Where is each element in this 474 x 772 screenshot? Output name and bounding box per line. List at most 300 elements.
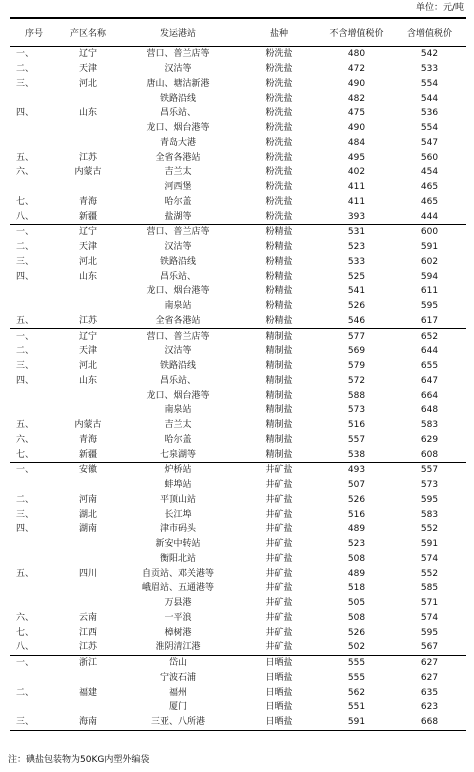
cell-region: 天津 bbox=[78, 242, 97, 253]
header-seq: 序号 bbox=[10, 18, 58, 47]
cell-price-in-vat: 465 bbox=[420, 182, 439, 193]
cell-region bbox=[58, 91, 118, 106]
cell-price-in-vat: 444 bbox=[420, 211, 439, 222]
table-row bbox=[10, 700, 466, 715]
cell-price-in-vat: 574 bbox=[420, 553, 439, 564]
cell-price-ex-vat: 495 bbox=[347, 152, 366, 163]
cell-salt-type: 日晒盐 bbox=[265, 702, 293, 713]
table-row bbox=[10, 209, 466, 224]
cell-price-in-vat: 608 bbox=[420, 449, 439, 460]
cell-price-ex-vat: 572 bbox=[347, 375, 366, 386]
cell-price-ex-vat: 551 bbox=[347, 702, 366, 713]
cell-salt-type: 粉洗盐 bbox=[265, 78, 293, 89]
cell-salt-type: 粉洗盐 bbox=[265, 211, 293, 222]
table-row bbox=[10, 611, 466, 626]
cell-salt-type: 精制盐 bbox=[265, 390, 293, 401]
cell-price-ex-vat: 493 bbox=[320, 463, 393, 478]
cell-seq bbox=[10, 284, 58, 299]
cell-price-ex-vat: 526 bbox=[347, 494, 366, 505]
cell-price-ex-vat: 502 bbox=[347, 642, 366, 653]
cell-region: 浙江 bbox=[58, 655, 118, 670]
cell-seq: 三、 bbox=[16, 361, 35, 372]
table-body bbox=[10, 47, 466, 731]
cell-price-ex-vat: 579 bbox=[347, 361, 366, 372]
cell-price-in-vat: 573 bbox=[420, 480, 439, 491]
cell-price-in-vat: 544 bbox=[420, 93, 439, 104]
cell-salt-type: 日晒盐 bbox=[238, 655, 320, 670]
cell-port: 宁波石浦 bbox=[159, 672, 196, 683]
cell-salt-type: 粉精盐 bbox=[238, 225, 320, 240]
cell-salt-type: 精制盐 bbox=[265, 449, 293, 460]
cell-price-ex-vat: 393 bbox=[347, 211, 366, 222]
cell-seq: 六、 bbox=[16, 612, 35, 623]
cell-seq bbox=[10, 478, 58, 493]
cell-seq bbox=[10, 552, 58, 567]
cell-seq: 六、 bbox=[16, 167, 35, 178]
cell-seq bbox=[10, 91, 58, 106]
table-row bbox=[10, 314, 466, 329]
table-row bbox=[10, 403, 466, 418]
cell-region: 湖南 bbox=[78, 524, 97, 535]
cell-price-in-vat: 571 bbox=[420, 598, 439, 609]
cell-salt-type: 精制盐 bbox=[265, 346, 293, 357]
cell-region: 新疆 bbox=[78, 211, 97, 222]
cell-price-in-vat: 554 bbox=[420, 78, 439, 89]
table-row bbox=[10, 344, 466, 359]
cell-salt-type: 井矿盐 bbox=[265, 583, 293, 594]
cell-port: 铁路沿线 bbox=[159, 93, 196, 104]
cell-price-ex-vat: 525 bbox=[347, 271, 366, 282]
cell-seq: 四、 bbox=[16, 271, 35, 282]
cell-seq: 三、 bbox=[10, 715, 58, 730]
cell-port: 南泉站 bbox=[164, 405, 192, 416]
cell-region: 新疆 bbox=[78, 449, 97, 460]
cell-region bbox=[58, 403, 118, 418]
cell-price-in-vat: 591 bbox=[420, 242, 439, 253]
cell-price-ex-vat: 508 bbox=[347, 553, 366, 564]
cell-salt-type: 粉精盐 bbox=[265, 301, 293, 312]
cell-region bbox=[58, 537, 118, 552]
cell-price-ex-vat: 505 bbox=[347, 598, 366, 609]
table-row bbox=[10, 136, 466, 151]
cell-price-in-vat: 602 bbox=[420, 256, 439, 267]
cell-region: 江西 bbox=[78, 627, 97, 638]
cell-port: 淮阴清江港 bbox=[155, 642, 201, 653]
cell-price-in-vat: 557 bbox=[393, 463, 466, 478]
table-row bbox=[10, 284, 466, 299]
cell-region: 河北 bbox=[78, 78, 97, 89]
cell-price-in-vat: 583 bbox=[420, 420, 439, 431]
cell-salt-type: 井矿盐 bbox=[265, 627, 293, 638]
cell-port: 衡阳北站 bbox=[159, 553, 196, 564]
cell-port: 全省各港站 bbox=[155, 315, 201, 326]
cell-price-in-vat: 547 bbox=[420, 137, 439, 148]
cell-seq: 四、 bbox=[16, 524, 35, 535]
cell-port: 龙口、烟台港等 bbox=[146, 123, 210, 134]
cell-port: 汉沽等 bbox=[164, 346, 192, 357]
cell-port: 汉沽等 bbox=[164, 64, 192, 75]
cell-price-in-vat: 560 bbox=[420, 152, 439, 163]
cell-region: 天津 bbox=[78, 346, 97, 357]
cell-port: 哈尔盖 bbox=[164, 196, 192, 207]
cell-price-ex-vat: 591 bbox=[320, 715, 393, 730]
table-row bbox=[10, 671, 466, 686]
table-row bbox=[10, 180, 466, 195]
cell-salt-type: 粉洗盐 bbox=[265, 64, 293, 75]
cell-port: 炉桥站 bbox=[118, 463, 238, 478]
cell-price-ex-vat: 557 bbox=[347, 434, 366, 445]
cell-region bbox=[58, 581, 118, 596]
cell-region: 四川 bbox=[78, 568, 97, 579]
table-row bbox=[10, 685, 466, 700]
cell-price-in-vat: 585 bbox=[420, 583, 439, 594]
cell-region: 山东 bbox=[78, 108, 97, 119]
table-row bbox=[10, 655, 466, 670]
cell-salt-type: 粉精盐 bbox=[265, 286, 293, 297]
cell-port: 吉兰太 bbox=[164, 167, 192, 178]
unit-label: 单位：元/吨 bbox=[415, 3, 464, 13]
cell-seq bbox=[10, 700, 58, 715]
cell-salt-type: 井矿盐 bbox=[265, 612, 293, 623]
cell-price-ex-vat: 411 bbox=[347, 196, 366, 207]
cell-seq: 二、 bbox=[16, 64, 35, 75]
cell-price-ex-vat: 538 bbox=[347, 449, 366, 460]
footnote: 注：碘盐包装物为50KG内塑外编袋 bbox=[8, 755, 150, 765]
cell-price-in-vat: 591 bbox=[420, 539, 439, 550]
cell-port: 樟树港 bbox=[164, 627, 192, 638]
cell-port: 岱山 bbox=[118, 655, 238, 670]
cell-price-in-vat: 629 bbox=[420, 434, 439, 445]
cell-seq: 二、 bbox=[16, 242, 35, 253]
cell-seq bbox=[10, 180, 58, 195]
cell-salt-type: 精制盐 bbox=[265, 375, 293, 386]
cell-region: 内蒙古 bbox=[74, 420, 102, 431]
cell-salt-type: 粉洗盐 bbox=[265, 123, 293, 134]
cell-price-in-vat: 648 bbox=[420, 405, 439, 416]
cell-price-ex-vat: 411 bbox=[347, 182, 366, 193]
cell-price-ex-vat: 533 bbox=[347, 256, 366, 267]
cell-price-ex-vat: 562 bbox=[347, 687, 366, 698]
table-row bbox=[10, 581, 466, 596]
salt-price-table bbox=[10, 17, 466, 731]
cell-port: 峨眉站、五通港等 bbox=[141, 583, 214, 594]
cell-salt-type: 日晒盐 bbox=[265, 672, 293, 683]
table-row bbox=[10, 388, 466, 403]
cell-port: 昌乐站、 bbox=[159, 271, 196, 282]
table-row bbox=[10, 552, 466, 567]
cell-seq: 二、 bbox=[16, 346, 35, 357]
table-row bbox=[10, 537, 466, 552]
cell-salt-type: 井矿盐 bbox=[238, 463, 320, 478]
cell-region bbox=[58, 121, 118, 136]
cell-region: 河北 bbox=[78, 256, 97, 267]
cell-region: 山东 bbox=[78, 271, 97, 282]
cell-seq: 五、 bbox=[16, 568, 35, 579]
table-row bbox=[10, 269, 466, 284]
cell-price-ex-vat: 531 bbox=[320, 225, 393, 240]
cell-region: 海南 bbox=[58, 715, 118, 730]
cell-price-in-vat: 567 bbox=[420, 642, 439, 653]
cell-price-in-vat: 644 bbox=[420, 346, 439, 357]
cell-region: 湖北 bbox=[78, 509, 97, 520]
cell-price-in-vat: 668 bbox=[393, 715, 466, 730]
cell-price-ex-vat: 489 bbox=[347, 568, 366, 579]
cell-price-ex-vat: 588 bbox=[347, 390, 366, 401]
cell-price-in-vat: 627 bbox=[420, 672, 439, 683]
cell-port: 盐湖等 bbox=[164, 211, 192, 222]
cell-seq: 四、 bbox=[16, 375, 35, 386]
cell-price-ex-vat: 555 bbox=[347, 672, 366, 683]
cell-price-ex-vat: 480 bbox=[347, 49, 366, 60]
cell-seq bbox=[10, 403, 58, 418]
cell-seq: 四、 bbox=[16, 108, 35, 119]
cell-seq: 一、 bbox=[10, 463, 58, 478]
cell-price-ex-vat: 482 bbox=[347, 93, 366, 104]
table-row bbox=[10, 255, 466, 270]
cell-salt-type: 精制盐 bbox=[265, 420, 293, 431]
cell-port: 七泉湖等 bbox=[159, 449, 196, 460]
cell-seq: 八、 bbox=[16, 211, 35, 222]
table-row bbox=[10, 329, 466, 344]
table-row bbox=[10, 640, 466, 655]
cell-price-ex-vat: 555 bbox=[320, 655, 393, 670]
cell-seq: 五、 bbox=[16, 420, 35, 431]
cell-price-in-vat: 542 bbox=[420, 49, 439, 60]
cell-port: 三亚、八所港 bbox=[118, 715, 238, 730]
cell-price-in-vat: 611 bbox=[420, 286, 439, 297]
cell-region bbox=[58, 671, 118, 686]
cell-port: 津市码头 bbox=[159, 524, 196, 535]
cell-salt-type: 粉洗盐 bbox=[265, 49, 293, 60]
table-row bbox=[10, 463, 466, 478]
cell-port: 长江埠 bbox=[164, 509, 192, 520]
cell-port: 营口、普兰店等 bbox=[118, 329, 238, 344]
cell-seq bbox=[10, 136, 58, 151]
cell-salt-type: 精制盐 bbox=[238, 329, 320, 344]
cell-price-in-vat: 595 bbox=[420, 494, 439, 505]
cell-salt-type: 粉精盐 bbox=[265, 271, 293, 282]
cell-price-in-vat: 595 bbox=[420, 301, 439, 312]
cell-price-ex-vat: 507 bbox=[347, 480, 366, 491]
header-salt-type: 盐种 bbox=[238, 18, 320, 47]
cell-price-ex-vat: 516 bbox=[347, 420, 366, 431]
cell-price-ex-vat: 508 bbox=[347, 612, 366, 623]
table-row bbox=[10, 493, 466, 508]
cell-salt-type: 精制盐 bbox=[265, 361, 293, 372]
cell-region: 江苏 bbox=[78, 642, 97, 653]
table-row bbox=[10, 299, 466, 314]
cell-salt-type: 粉精盐 bbox=[265, 256, 293, 267]
cell-price-ex-vat: 523 bbox=[347, 539, 366, 550]
table-row bbox=[10, 625, 466, 640]
cell-price-in-vat: 595 bbox=[420, 627, 439, 638]
cell-port: 唐山、塘沽新港 bbox=[146, 78, 210, 89]
table-row bbox=[10, 478, 466, 493]
table-header-row bbox=[10, 18, 466, 47]
cell-port: 一平浪 bbox=[164, 612, 192, 623]
cell-seq: 八、 bbox=[16, 642, 35, 653]
cell-salt-type: 粉洗盐 bbox=[265, 93, 293, 104]
cell-price-ex-vat: 489 bbox=[347, 524, 366, 535]
cell-region: 福建 bbox=[78, 687, 97, 698]
cell-salt-type: 井矿盐 bbox=[265, 539, 293, 550]
cell-salt-type: 粉洗盐 bbox=[265, 108, 293, 119]
cell-region: 辽宁 bbox=[78, 49, 97, 60]
cell-price-ex-vat: 518 bbox=[347, 583, 366, 594]
cell-price-in-vat: 554 bbox=[420, 123, 439, 134]
cell-seq: 三、 bbox=[16, 509, 35, 520]
cell-price-in-vat: 623 bbox=[420, 702, 439, 713]
cell-price-in-vat: 627 bbox=[393, 655, 466, 670]
cell-port: 龙口、烟台港等 bbox=[146, 286, 210, 297]
cell-price-in-vat: 664 bbox=[420, 390, 439, 401]
cell-port: 吉兰太 bbox=[164, 420, 192, 431]
cell-price-ex-vat: 472 bbox=[347, 64, 366, 75]
table-row bbox=[10, 77, 466, 92]
cell-port: 龙口、烟台港等 bbox=[146, 390, 210, 401]
cell-price-ex-vat: 577 bbox=[320, 329, 393, 344]
cell-salt-type: 日晒盐 bbox=[265, 687, 293, 698]
cell-salt-type: 井矿盐 bbox=[265, 494, 293, 505]
cell-seq: 二、 bbox=[16, 687, 35, 698]
cell-port: 蚌埠站 bbox=[164, 480, 192, 491]
cell-seq bbox=[10, 121, 58, 136]
cell-salt-type: 精制盐 bbox=[265, 434, 293, 445]
cell-price-ex-vat: 475 bbox=[347, 108, 366, 119]
cell-seq: 七、 bbox=[16, 196, 35, 207]
cell-price-in-vat: 533 bbox=[420, 64, 439, 75]
cell-region bbox=[58, 552, 118, 567]
table-row bbox=[10, 91, 466, 106]
table-row bbox=[10, 447, 466, 462]
cell-port: 哈尔盖 bbox=[164, 434, 192, 445]
cell-price-in-vat: 574 bbox=[420, 612, 439, 623]
cell-salt-type: 井矿盐 bbox=[265, 642, 293, 653]
cell-salt-type: 日晒盐 bbox=[238, 715, 320, 730]
cell-region: 河南 bbox=[78, 494, 97, 505]
cell-price-ex-vat: 526 bbox=[347, 301, 366, 312]
cell-port: 昌乐站、 bbox=[159, 108, 196, 119]
cell-price-in-vat: 454 bbox=[420, 167, 439, 178]
cell-salt-type: 井矿盐 bbox=[265, 480, 293, 491]
cell-price-ex-vat: 526 bbox=[347, 627, 366, 638]
cell-port: 营口、普兰店等 bbox=[118, 225, 238, 240]
cell-region: 安徽 bbox=[58, 463, 118, 478]
cell-port: 营口、普兰店等 bbox=[146, 49, 210, 60]
cell-price-in-vat: 594 bbox=[420, 271, 439, 282]
table-row bbox=[10, 433, 466, 448]
cell-salt-type: 井矿盐 bbox=[265, 553, 293, 564]
table-row bbox=[10, 62, 466, 77]
table-row bbox=[10, 374, 466, 389]
table-row bbox=[10, 596, 466, 611]
cell-region: 辽宁 bbox=[58, 329, 118, 344]
table-row bbox=[10, 106, 466, 121]
cell-seq bbox=[10, 596, 58, 611]
table-row bbox=[10, 507, 466, 522]
cell-region bbox=[58, 596, 118, 611]
cell-region: 青海 bbox=[78, 434, 97, 445]
cell-price-ex-vat: 523 bbox=[347, 242, 366, 253]
cell-price-ex-vat: 541 bbox=[347, 286, 366, 297]
cell-seq bbox=[10, 581, 58, 596]
cell-region: 天津 bbox=[78, 64, 97, 75]
cell-price-ex-vat: 490 bbox=[347, 78, 366, 89]
cell-port: 全省各港站 bbox=[155, 152, 201, 163]
cell-price-ex-vat: 484 bbox=[347, 137, 366, 148]
cell-port: 新安中转站 bbox=[155, 539, 201, 550]
cell-price-in-vat: 647 bbox=[420, 375, 439, 386]
cell-region: 云南 bbox=[78, 612, 97, 623]
cell-port: 福州 bbox=[168, 687, 187, 698]
cell-region bbox=[58, 284, 118, 299]
cell-port: 昌乐站、 bbox=[159, 375, 196, 386]
table-row bbox=[10, 195, 466, 210]
cell-salt-type: 粉洗盐 bbox=[265, 196, 293, 207]
cell-port: 河西堡 bbox=[164, 182, 192, 193]
cell-seq: 三、 bbox=[16, 256, 35, 267]
cell-price-ex-vat: 516 bbox=[347, 509, 366, 520]
cell-price-ex-vat: 546 bbox=[347, 315, 366, 326]
cell-region: 内蒙古 bbox=[74, 167, 102, 178]
cell-price-ex-vat: 569 bbox=[347, 346, 366, 357]
cell-seq: 七、 bbox=[16, 449, 35, 460]
table-row bbox=[10, 225, 466, 240]
cell-port: 自贡站、邓关港等 bbox=[141, 568, 214, 579]
cell-seq: 五、 bbox=[16, 315, 35, 326]
cell-region bbox=[58, 388, 118, 403]
cell-salt-type: 井矿盐 bbox=[265, 568, 293, 579]
cell-seq bbox=[10, 388, 58, 403]
cell-seq: 七、 bbox=[16, 627, 35, 638]
cell-port: 平顶山站 bbox=[159, 494, 196, 505]
cell-port: 铁路沿线 bbox=[159, 361, 196, 372]
cell-region bbox=[58, 700, 118, 715]
cell-salt-type: 粉洗盐 bbox=[265, 182, 293, 193]
cell-region: 河北 bbox=[78, 361, 97, 372]
cell-port: 南泉站 bbox=[164, 301, 192, 312]
table-row bbox=[10, 522, 466, 537]
cell-seq: 五、 bbox=[16, 152, 35, 163]
cell-price-ex-vat: 573 bbox=[347, 405, 366, 416]
cell-salt-type: 井矿盐 bbox=[265, 524, 293, 535]
cell-region: 江苏 bbox=[78, 315, 97, 326]
header-region: 产区名称 bbox=[58, 18, 118, 47]
cell-seq bbox=[10, 671, 58, 686]
cell-price-in-vat: 536 bbox=[420, 108, 439, 119]
table-row bbox=[10, 47, 466, 62]
cell-region: 辽宁 bbox=[58, 225, 118, 240]
cell-seq bbox=[10, 299, 58, 314]
cell-price-in-vat: 617 bbox=[420, 315, 439, 326]
cell-salt-type: 粉洗盐 bbox=[265, 167, 293, 178]
cell-seq: 一、 bbox=[10, 655, 58, 670]
cell-seq: 一、 bbox=[10, 225, 58, 240]
cell-salt-type: 粉精盐 bbox=[265, 315, 293, 326]
cell-seq: 一、 bbox=[10, 329, 58, 344]
cell-price-in-vat: 600 bbox=[393, 225, 466, 240]
cell-region bbox=[58, 136, 118, 151]
cell-seq: 二、 bbox=[16, 494, 35, 505]
table-row bbox=[10, 121, 466, 136]
cell-port: 厦门 bbox=[168, 702, 187, 713]
cell-seq: 一、 bbox=[16, 49, 35, 60]
cell-salt-type: 精制盐 bbox=[265, 405, 293, 416]
cell-region: 青海 bbox=[78, 196, 97, 207]
cell-salt-type: 井矿盐 bbox=[265, 509, 293, 520]
cell-price-in-vat: 583 bbox=[420, 509, 439, 520]
cell-region bbox=[58, 299, 118, 314]
